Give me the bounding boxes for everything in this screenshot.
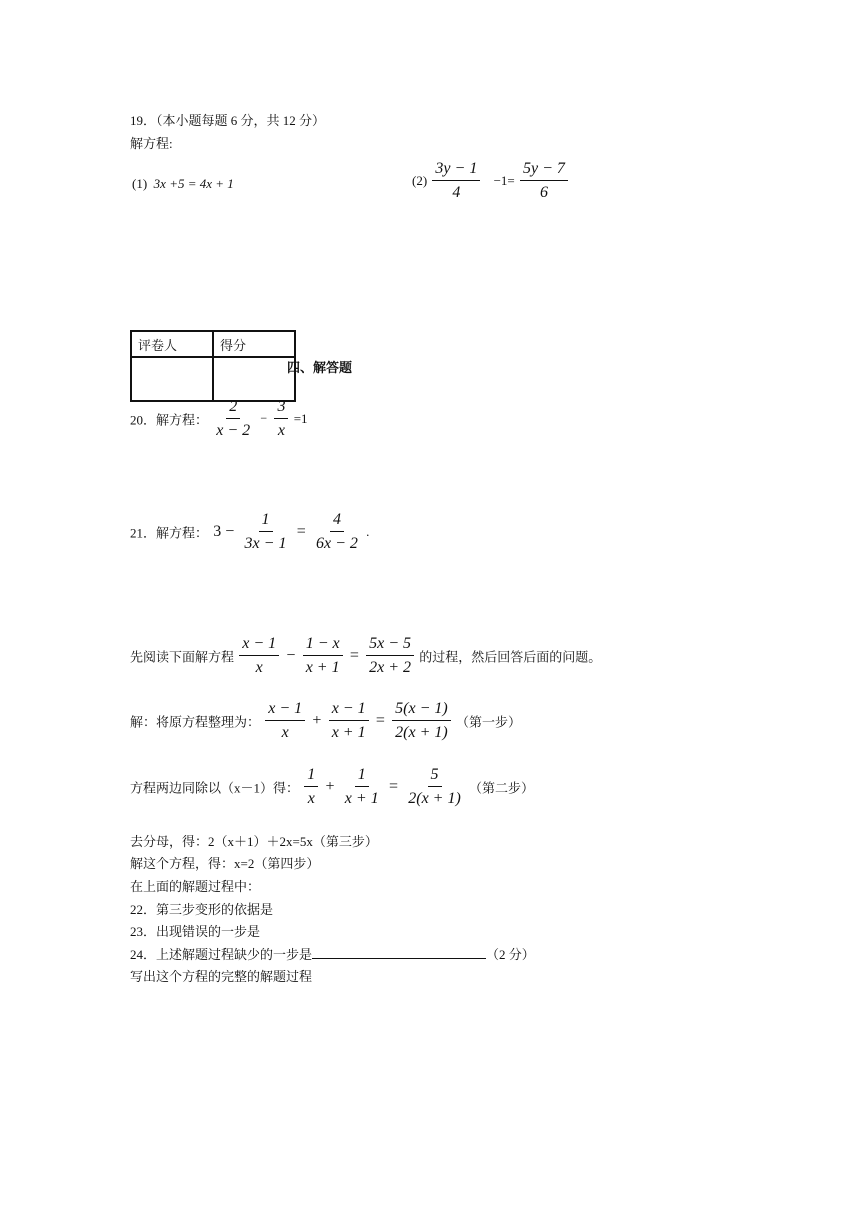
score-table-score-cell <box>213 357 295 401</box>
section-title: 四、解答题 <box>287 361 353 376</box>
score-table <box>130 330 296 402</box>
solution-step-2: 方程两边同除以（x－1）得： $\frac{1}{x}$ + $\frac{1}{x + 1}$ = $\frac{5}{2(x + 1)}$ （第二步） <box>130 766 535 807</box>
fraction: $\frac{x - 1}{x}$ <box>265 700 305 742</box>
fraction: $\frac{1}{3x - 1}$ <box>244 511 287 552</box>
fraction: $\frac{1}{x}$ <box>304 766 318 808</box>
score-table-grader-cell <box>131 357 213 401</box>
fraction: $\frac{3}{x}$ <box>274 398 288 440</box>
score-table-grader-header: 评卷人 <box>131 331 213 357</box>
fraction: $\frac{2}{x - 2}$ <box>216 398 251 439</box>
q21: 21．解方程： 3 − $\frac{1}{3x - 1}$ = $\frac{4}{6x - 2}$ . <box>130 511 370 552</box>
fraction: $\frac{1 - x}{x + 1}$ <box>303 635 343 677</box>
q19-part2 <box>412 160 570 202</box>
q22-line: 22．第三步变形的依据是 <box>130 902 274 917</box>
q19-part1-equation: 3x +5 = 4x + 1 <box>153 176 234 191</box>
fraction: $\frac{5(x - 1)}{2(x + 1)}$ <box>392 700 451 742</box>
question-intro-line: 在上面的解题过程中： <box>130 879 261 894</box>
q20: 20．解方程： $\frac{2}{x - 2}$ − $\frac{3}{x}$ =1 <box>130 398 308 439</box>
fraction: $\frac{4}{6x - 2}$ <box>315 511 358 552</box>
q20-label: 20．解方程： <box>130 412 209 428</box>
fraction: $\frac{1}{x + 1}$ <box>344 766 379 807</box>
q19-part2-mid: −1= <box>493 172 515 188</box>
step-4-line: 解这个方程，得：x=2（第四步） <box>130 856 320 871</box>
q19-header: 19．（本小题每题 6 分，共 12 分） <box>130 113 326 128</box>
score-table-score-header: 得分 <box>213 331 295 357</box>
q19-part2-label: (2) <box>412 172 428 188</box>
answer-blank[interactable] <box>312 946 486 959</box>
fraction: $\frac{3y - 1}{4}$ <box>432 160 480 202</box>
q19-intro: 解方程: <box>130 136 173 151</box>
final-instruction: 写出这个方程的完整的解题过程 <box>130 969 313 984</box>
solution-step-1: 解：将原方程整理为： $\frac{x - 1}{x}$ + $\frac{x - 1}{x + 1}$ = $\frac{5(x - 1)}{2(x + 1)}$ （第一步） <box>130 700 521 741</box>
step-3-line: 去分母，得：2（x＋1）＋2x=5x（第三步） <box>130 834 378 849</box>
fraction: $\frac{5y - 7}{6}$ <box>520 160 568 202</box>
fraction: $\frac{5}{2(x + 1)}$ <box>408 766 461 807</box>
reading-intro: 先阅读下面解方程 $\frac{x - 1}{x}$ − $\frac{1 - x}{x + 1}$ = $\frac{5x - 5}{2x + 2}$ 的过程，然后回答后面的问题。 <box>130 635 602 676</box>
q24-line: 24．上述解题过程缺少的一步是 （2 分） <box>130 947 535 962</box>
fraction: $\frac{x - 1}{x + 1}$ <box>329 700 369 742</box>
fraction: $\frac{5x - 5}{2x + 2}$ <box>366 635 414 677</box>
fraction: $\frac{x - 1}{x}$ <box>239 635 279 677</box>
q23-line: 23．出现错误的一步是 <box>130 924 261 939</box>
q21-label: 21．解方程： <box>130 525 209 541</box>
q19-part1-label: (1) <box>132 176 148 191</box>
q19-part1 <box>132 176 234 192</box>
